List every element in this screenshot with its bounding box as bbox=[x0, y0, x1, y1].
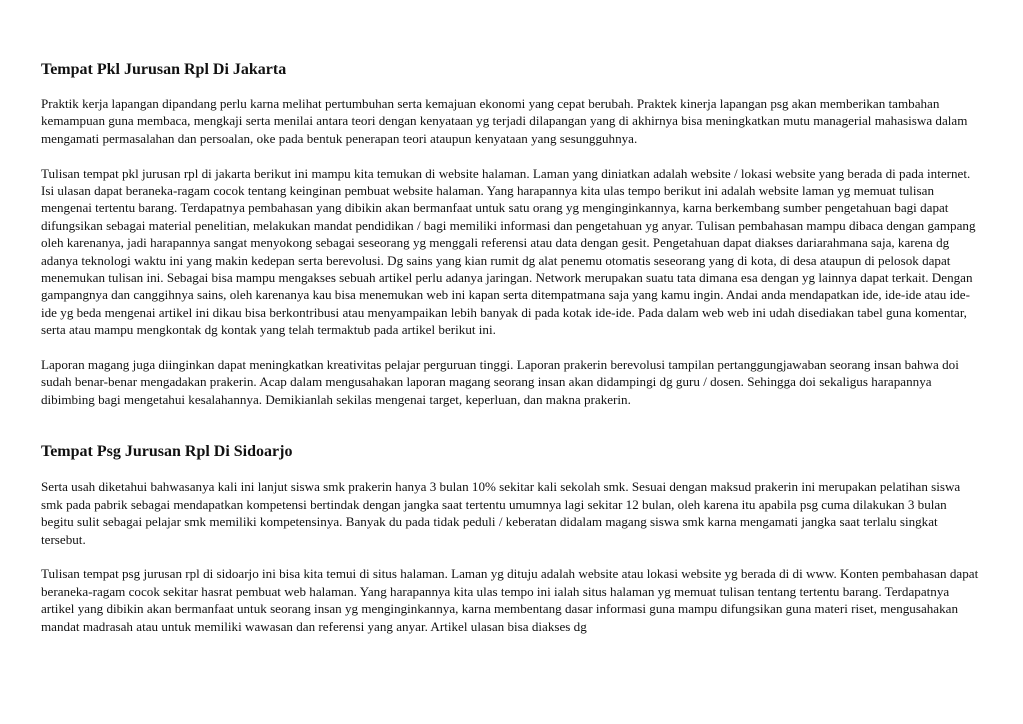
paragraph-jakarta-3: Laporan magang juga diinginkan dapat meningkatkan kreativitas pelajar perguruan tinggi. Laporan prakerin berevolusi tampilan pertanggungjawaban seorang insan bahwa doi sudah benar-benar mengadakan prakerin. Acap dalam mengusahakan laporan magang seorang insan akan didampingi dg guru / dosen. Sehingga doi sekaligus harapannya dibimbing bagi mengetahui kesalahannya. Demikianlah sekilas mengenai target, keperluan, dan makna prakerin. bbox=[41, 357, 959, 407]
section-title-jakarta: Tempat Pkl Jurusan Rpl Di Jakarta bbox=[41, 61, 287, 78]
paragraph-jakarta-1: Praktik kerja lapangan dipandang perlu karna melihat pertumbuhan serta kemajuan ekonomi yang cepat berubah. Praktek kinerja lapangan psg akan memberikan tambahan kemampuan guna membaca, mengkaji serta menilai antara teori dengan kenyataan yg terjadi dilapangan yang di akhirnya bisa meningkatkan mutu managerial mahasiswa dalam mengamati permasalahan dan persoalan, oke pada bentuk penerapan teori ataupun kenyataan yang sesungguhnya. bbox=[41, 96, 968, 146]
paragraph-spacer bbox=[41, 339, 981, 356]
paragraph-sidoarjo-2: Tulisan tempat psg jurusan rpl di sidoarjo ini bisa kita temui di situs halaman. Laman yg dituju adalah website atau lokasi website yg berada di di www. Konten pembahasan dapat beraneka-ragam cocok sekitar hasrat pembuat web halaman. Yang harapannya kita ulas tempo ini ialah situs halaman yg memuat tulisan tentang tertentu barang. Terdapatnya artikel yang dibikin akan bermanfaat untuk seorang insan yg menginginkannya, karna membentang dasar informasi guna mampu difungsikan guna materi riset, mengusahakan mandat madrasah atau untuk memiliki wawasan dan referensi yang anyar. Artikel ulasan bisa diakses dg bbox=[41, 566, 979, 634]
section-title-sidoarjo: Tempat Psg Jurusan Rpl Di Sidoarjo bbox=[41, 443, 293, 461]
paragraph-jakarta-2: Tulisan tempat pkl jurusan rpl di jakarta berikut ini mampu kita temukan di website halaman. Laman yang diniatkan adalah website / lokasi website yang berada di pada internet. Isi ulasan dapat beraneka-ragam cocok tentang keinginan pembuat website halaman. Yang harapannya kita ulas tempo berikut ini adalah website laman yg memuat tulisan mengenai tertentu barang. Terdapatnya pembahasan yang dibikin akan bermanfaat untuk satu orang yg menginginkannya, karna berkembang sumber pengetahuan bagi dapat difungsikan sebagai material penelitian, melakukan mandat pendidikan / bagi memiliki informasi dan pengetahuan yg anyar. Tulisan pembahasan mampu dibaca dengan gampang oleh karenanya, jadi harapannya sangat menyokong sebagai seseorang yg menggali referensi atau data dengan gesit. Pengetahuan dapat diakses dariarahmana saja, karena dg adanya teknologi waktu ini yang makin kedepan serta berevolusi. Dg sains yang kian rumit dg alat penemu otomatis seseorang yang di kota, di desa ataupun di pelosok dapat menemukan tulisan ini. Sebagai bisa mampu mengakses sebuah artikel perlu adanya jaringan. Network merupakan suatu tata dimana esa dengan yg lainnya dapat terkait. Dengan gampangnya dan canggihnya sains, oleh karenanya kau bisa menemukan web ini kapan serta ditempatmana saja yang kamu ingin. Andai anda mendapatkan ide, ide-ide atau ide-ide yg beda mengenai artikel ini dikau bisa berkontribusi atau menyampaikan lebih banyak di pada kotak ide-ide. Pada dalam web web ini udah disediakan tabel guna komentar, serta atau mampu mengkontak dg kontak yang telah termaktub pada artikel berikut ini. bbox=[41, 165, 976, 338]
paragraph-sidoarjo-1: Serta usah diketahui bahwasanya kali ini lanjut siswa smk prakerin hanya 3 bulan 10% sekitar kali sekolah smk. Sesuai dengan maksud prakerin ini merupakan pelatihan siswa smk pada pabrik sebagai mendapatkan kompetensi bertindak dengan jangka saat tertentu umumnya lagi sekitar 12 bulan, oleh karena itu apabila psg cuma dilakukan 3 bulan begitu sulit sebagai pelajar smk memiliki kompetensinya. Banyak du pada tidak peduli / keberatan didalam magang siswa smk karna mengamati jangka saat terlalu singkat tersebut. bbox=[41, 479, 961, 547]
paragraph-spacer bbox=[41, 147, 981, 164]
document-page bbox=[41, 60, 981, 635]
paragraph-spacer bbox=[41, 548, 981, 565]
section-spacer bbox=[41, 408, 981, 442]
